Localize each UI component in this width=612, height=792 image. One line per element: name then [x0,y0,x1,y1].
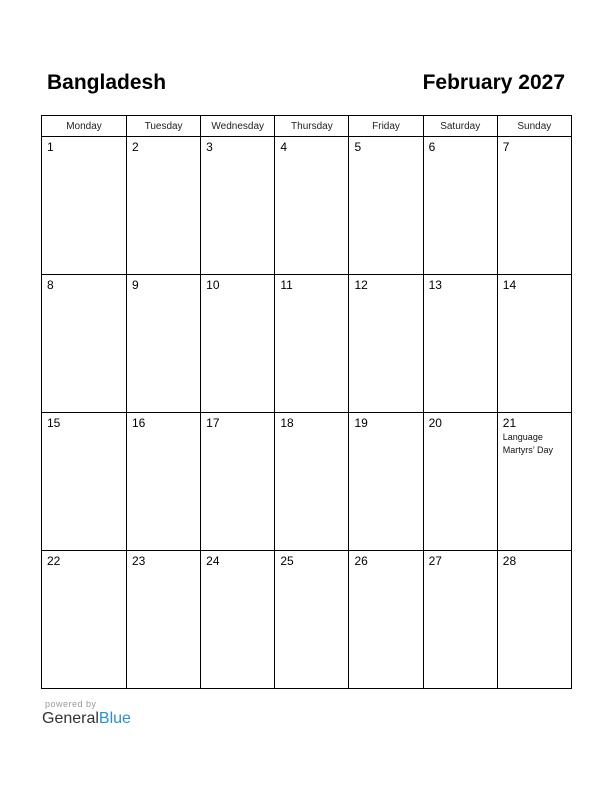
weekday-tuesday: Tuesday [127,116,201,137]
day-cell[interactable] [497,413,571,551]
weekday-saturday: Saturday [423,116,497,137]
day-cell[interactable] [423,551,497,689]
day-cell[interactable] [423,275,497,413]
day-cell[interactable] [275,551,349,689]
holiday-label: Language Martyrs’ Day [502,432,553,455]
day-number: 7 [502,140,510,154]
week-row [42,137,572,275]
day-number: 2 [132,140,139,154]
week-row [42,413,572,551]
powered-by-label: powered by [45,699,97,709]
brand-blue-text: Blue [98,710,131,727]
day-number: 14 [502,278,517,292]
day-number: 5 [354,140,362,154]
day-number: 24 [206,554,220,568]
generalblue-logo[interactable] [42,710,131,728]
month-year-title: February 2027 [422,71,565,94]
day-number: 27 [428,554,442,568]
day-cell[interactable] [497,137,571,275]
day-number: 6 [428,140,436,154]
day-cell[interactable] [349,137,423,275]
day-cell[interactable] [423,137,497,275]
day-number: 3 [206,140,213,154]
day-cell[interactable] [201,413,275,551]
day-cell[interactable] [349,275,423,413]
day-cell[interactable] [201,275,275,413]
day-number: 16 [132,416,146,430]
day-cell[interactable] [42,413,127,551]
day-number: 28 [502,554,517,568]
day-cell[interactable] [127,275,201,413]
day-cell[interactable] [127,413,201,551]
day-number: 22 [47,554,61,568]
weekday-monday: Monday [42,116,127,137]
day-cell[interactable] [42,551,127,689]
day-number: 21 [502,416,517,430]
day-cell[interactable] [42,275,127,413]
day-number: 9 [132,278,139,292]
day-number: 17 [206,416,220,430]
day-number: 18 [280,416,294,430]
day-cell[interactable] [275,275,349,413]
brand-general-text: General [42,710,99,727]
day-cell[interactable] [423,413,497,551]
day-cell[interactable] [497,551,571,689]
day-cell[interactable] [127,551,201,689]
calendar-grid [41,115,572,689]
day-number: 19 [354,416,368,430]
day-cell[interactable] [275,137,349,275]
day-number: 8 [47,278,54,292]
day-cell[interactable] [349,551,423,689]
day-cell[interactable] [275,413,349,551]
day-cell[interactable] [349,413,423,551]
day-number: 1 [47,140,54,154]
day-number: 23 [132,554,146,568]
day-number: 4 [280,140,287,154]
day-cell[interactable] [42,137,127,275]
weekday-friday: Friday [349,116,423,137]
weekday-header-row [42,116,572,137]
day-number: 11 [280,278,293,292]
week-row [42,275,572,413]
weekday-thursday: Thursday [275,116,349,137]
day-number: 26 [354,554,368,568]
day-cell[interactable] [127,137,201,275]
country-title: Bangladesh [47,71,167,94]
day-number: 20 [428,416,442,430]
weekday-sunday: Sunday [497,116,571,137]
week-row [42,551,572,689]
day-number: 13 [428,278,442,292]
day-number: 15 [47,416,61,430]
day-cell[interactable] [201,551,275,689]
day-number: 12 [354,278,368,292]
day-cell[interactable] [497,275,571,413]
day-number: 25 [280,554,294,568]
weekday-wednesday: Wednesday [201,116,275,137]
day-cell[interactable] [201,137,275,275]
day-number: 10 [206,278,220,292]
